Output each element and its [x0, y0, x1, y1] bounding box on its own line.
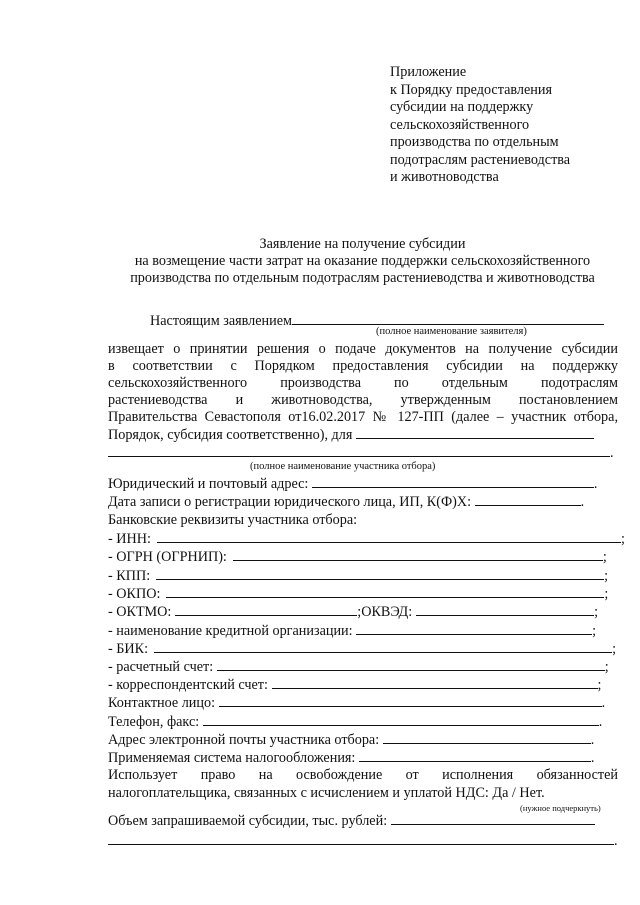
inn-field[interactable] [157, 530, 621, 543]
legal-address-label: Юридический и почтовый адрес: [108, 476, 309, 492]
period: . [580, 494, 585, 510]
oktmo-label: - ОКТМО: [108, 604, 172, 620]
period: . [610, 445, 614, 461]
legal-address-row [108, 475, 597, 493]
oktmo-field[interactable] [175, 603, 357, 616]
tax-system-label: Применяемая система налогообложения: [108, 750, 356, 766]
appendix-line: подотраслям растениеводства [390, 151, 571, 168]
para-line: растениеводства и животноводства, утвержденным постановлением [108, 392, 618, 408]
semicolon: ; [604, 586, 609, 602]
vat-hint: (нужное подчеркнуть) [520, 803, 601, 813]
okved-label: ;ОКВЭД: [357, 604, 413, 620]
okved-field[interactable] [416, 603, 594, 616]
bik-row [108, 640, 616, 658]
period: . [590, 750, 595, 766]
semicolon: ; [602, 549, 607, 565]
contact-label: Контактное лицо: [108, 695, 216, 711]
semicolon: ; [594, 604, 599, 620]
inn-label: - ИНН: [108, 531, 151, 547]
title-line: производства по отдельным подотраслям растениеводства и животноводства [130, 270, 595, 286]
period: . [598, 714, 603, 730]
corr-account-field[interactable] [272, 676, 598, 689]
para-last-text: Порядок, субсидия соответственно), для [108, 427, 353, 443]
semicolon: ; [597, 677, 602, 693]
contact-row [108, 694, 605, 712]
appendix-line: субсидии на поддержку [390, 99, 534, 115]
corr-account-label: - корреспондентский счет: [108, 677, 268, 693]
subsidy-amount-field-2[interactable] [108, 832, 614, 845]
participant-name-field-2[interactable] [108, 444, 610, 457]
inn-row [108, 530, 625, 548]
subsidy-amount-row [108, 812, 595, 830]
participant-name-field-1[interactable] [356, 426, 594, 439]
subsidy-amount-field[interactable] [391, 812, 595, 825]
appendix-header [390, 64, 630, 187]
semicolon: ; [612, 641, 617, 657]
ogrn-label: - ОГРН (ОГРНИП): [108, 549, 227, 565]
credit-org-field[interactable] [356, 622, 592, 635]
para-line: извещает о принятии решения о подаче документов на получение субсидии [108, 341, 618, 357]
phone-label: Телефон, факс: [108, 714, 200, 730]
participant-name-hint: (полное наименование участника отбора) [250, 461, 436, 472]
bank-details-label: Банковские реквизиты участника отбора: [108, 512, 358, 528]
period: . [593, 476, 598, 492]
credit-org-label: - наименование кредитной организации: [108, 623, 353, 639]
email-label: Адрес электронной почты участника отбора: [108, 732, 380, 748]
semicolon: ; [604, 568, 609, 584]
account-label: - расчетный счет: [108, 659, 214, 675]
account-row [108, 658, 609, 676]
email-field[interactable] [383, 731, 591, 744]
account-field[interactable] [217, 658, 605, 671]
applicant-name-hint: (полное наименование заявителя) [376, 326, 527, 337]
appendix-line: производства по отдельным [390, 134, 559, 150]
email-row [108, 731, 594, 749]
phone-row [108, 713, 602, 731]
registration-date-label: Дата записи о регистрации юридического лица, ИП, К(Ф)Х: [108, 494, 472, 510]
kpp-label: - КПП: [108, 568, 151, 584]
para-line: сельскохозяйственного производства по отдельным подотраслям [108, 375, 618, 391]
contact-field[interactable] [219, 694, 602, 707]
document-title [100, 236, 625, 287]
appendix-line: и животноводства [390, 169, 499, 185]
period: . [614, 833, 618, 849]
period: . [590, 732, 595, 748]
semicolon: ; [620, 531, 625, 547]
ogrn-field[interactable] [233, 548, 603, 561]
para-line: Правительства Севастополя от16.02.2017 № 127-ПП (далее – участник отбора, [108, 409, 618, 425]
subsidy-amount-label: Объем запрашиваемой субсидии, тыс. рублей: [108, 813, 388, 829]
corr-account-row [108, 676, 601, 694]
semicolon: ; [604, 659, 609, 675]
appendix-line: Приложение [390, 64, 467, 80]
credit-org-row [108, 622, 596, 640]
registration-date-field[interactable] [475, 493, 581, 506]
phone-field[interactable] [203, 713, 599, 726]
semicolon: ; [592, 623, 597, 639]
tax-system-row [108, 749, 594, 767]
tax-system-field[interactable] [359, 749, 591, 762]
subsidy-amount-row-2 [108, 832, 618, 850]
oktmo-row [108, 603, 598, 621]
ogrn-row [108, 548, 607, 566]
participant-line-2 [108, 444, 614, 462]
okpo-row [108, 585, 608, 603]
para-last-line [108, 426, 594, 444]
title-line: на возмещение части затрат на оказание поддержки сельскохозяйственного [134, 253, 591, 269]
bik-field[interactable] [154, 640, 612, 653]
kpp-field[interactable] [156, 567, 604, 580]
appendix-line: сельскохозяйственного [390, 116, 530, 133]
appendix-line: к Порядку предоставления [390, 81, 552, 98]
okpo-field[interactable] [166, 585, 604, 598]
kpp-row [108, 567, 608, 585]
okpo-label: - ОКПО: [108, 586, 161, 602]
period: . [601, 695, 606, 711]
title-line: Заявление на получение субсидии [259, 236, 466, 252]
intro-label: Настоящим заявлением [150, 313, 293, 329]
vat-line-1: Использует право на освобождение от исполнения обязанностей [108, 767, 618, 783]
bik-label: - БИК: [108, 641, 149, 657]
legal-address-field[interactable] [312, 475, 594, 488]
applicant-name-field[interactable] [292, 312, 604, 325]
registration-date-row [108, 493, 584, 511]
para-line: в соответствии с Порядком предоставления субсидии на поддержку [108, 358, 618, 374]
vat-line-2: налогоплательщика, связанных с исчислением и уплатой НДС: Да / Нет. [108, 785, 545, 801]
